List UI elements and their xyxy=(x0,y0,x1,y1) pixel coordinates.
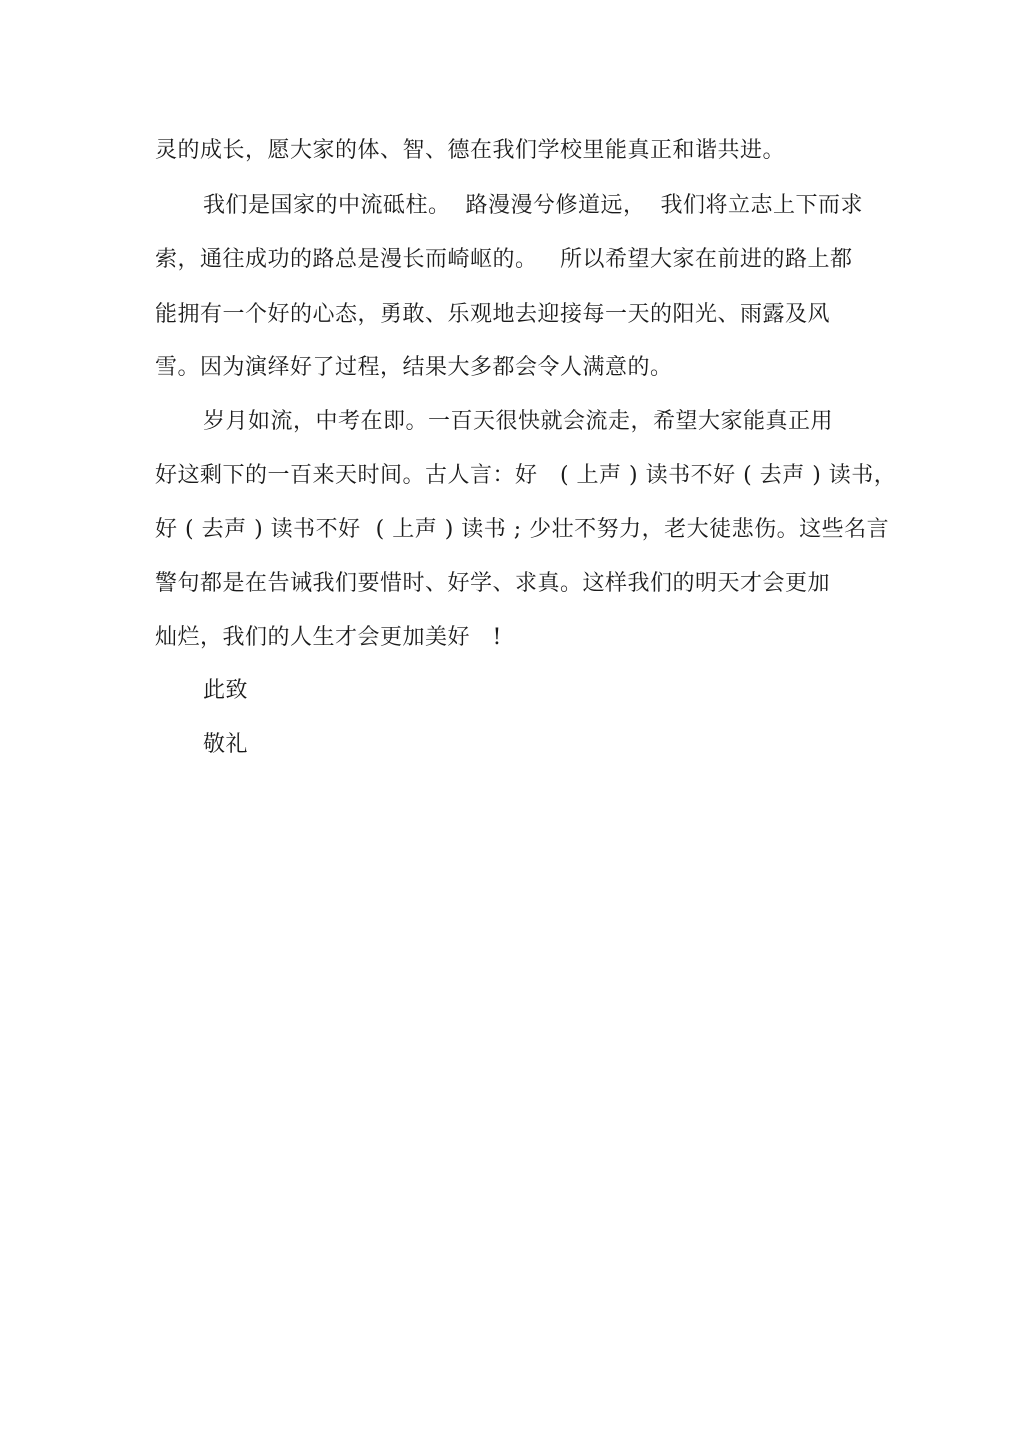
paragraph-line-9: 警句都是在告诫我们要惜时、好学、求真。这样我们的明天才会更加 xyxy=(155,571,831,596)
paragraph-line-5: 雪。因为演绎好了过程，结果大多都会令人满意的。 xyxy=(155,355,673,380)
paragraph-line-7: 好这剩下的一百来天时间。古人言：好 ( 上声 ) 读书不好 ( 去声 ) 读书， xyxy=(155,463,897,488)
paragraph-line-4: 能拥有一个好的心态，勇敢、乐观地去迎接每一天的阳光、雨露及风 xyxy=(155,302,831,327)
closing-regards: 敬礼 xyxy=(203,732,249,757)
paragraph-line-6: 岁月如流，中考在即。一百天很快就会流走，希望大家能真正用 xyxy=(203,409,834,434)
paragraph-line-2: 我们是国家的中流砥柱。 路漫漫兮修道远， 我们将立志上下而求 xyxy=(203,193,863,218)
paragraph-line-10: 灿烂，我们的人生才会更加美好 ! xyxy=(155,625,502,650)
paragraph-line-3: 索，通往成功的路总是漫长而崎岖的。 所以希望大家在前进的路上都 xyxy=(155,247,853,272)
closing-salutation: 此致 xyxy=(203,678,249,703)
paragraph-line-1: 灵的成长，愿大家的体、智、德在我们学校里能真正和谐共进。 xyxy=(155,138,786,163)
paragraph-line-8: 好 ( 去声 ) 读书不好 ( 上声 ) 读书 ; 少壮不努力，老大徒悲伤。这些名言 xyxy=(155,517,890,542)
